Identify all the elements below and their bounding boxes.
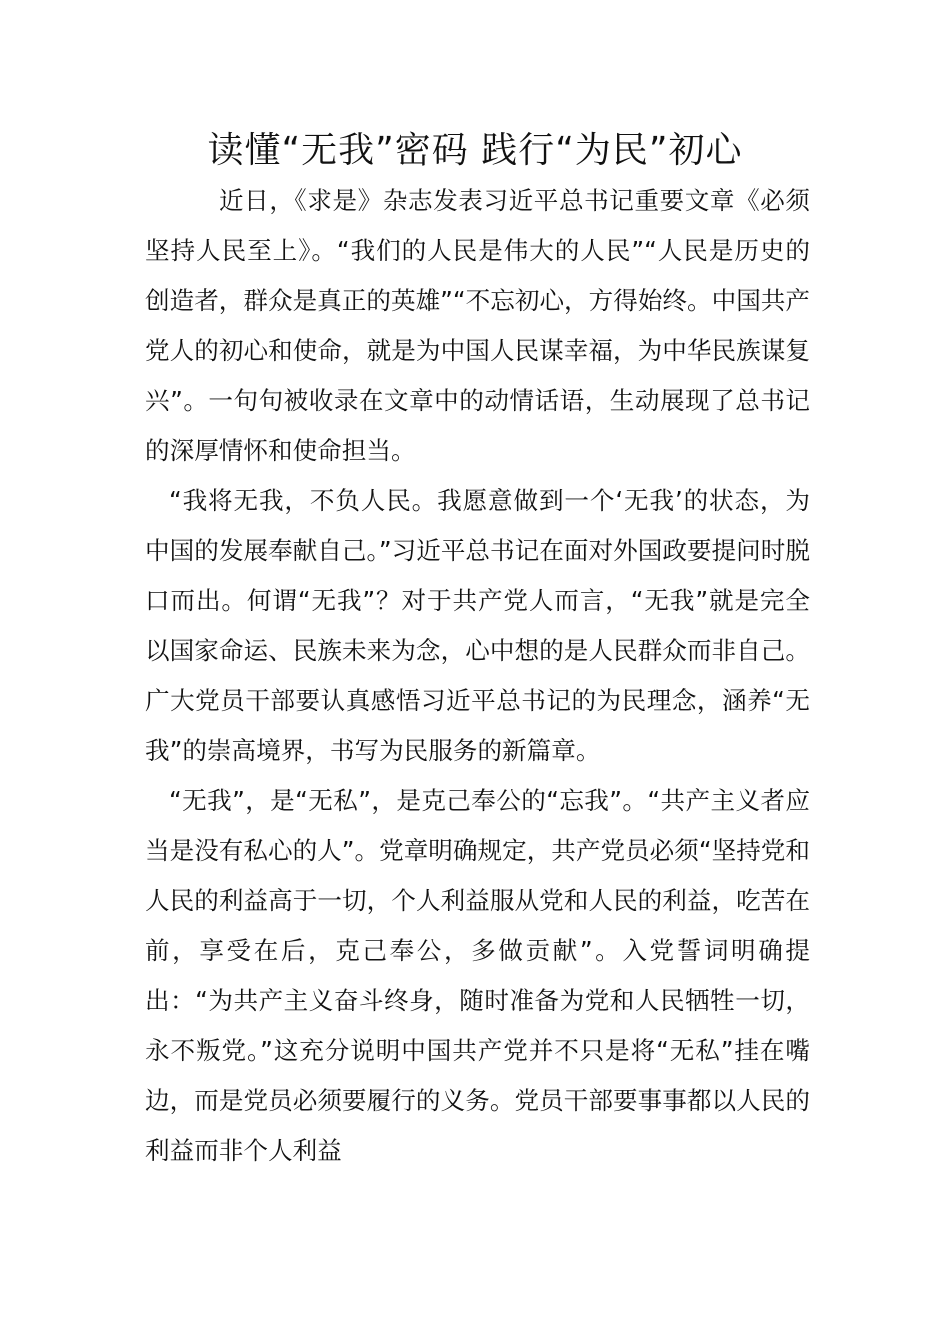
document-body bbox=[145, 176, 810, 1176]
paragraph-2: “我将无我，不负人民。我愿意做到一个‘无我’的状态，为中国的发展奉献自己。”习近平总书记在面对外国政要提问时脱口而出。何谓“无我”？对于共产党人而言，“无我”就是完全以国家命运、民族未来为念，心中想的是人民群众而非自己。广大党员干部要认真感悟习近平总书记的为民理念，涵养“无我”的崇高境界，书写为民服务的新篇章。 bbox=[145, 486, 810, 765]
paragraph-1: 近日，《求是》杂志发表习近平总书记重要文章《必须坚持人民至上》。“我们的人民是伟大的人民”“人民是历史的创造者，群众是真正的英雄”“不忘初心，方得始终。中国共产党人的初心和使命，就是为中国人民谋幸福，为中华民族谋复兴”。一句句被收录在文章中的动情话语，生动展现了总书记的深厚情怀和使命担当。 bbox=[145, 186, 810, 465]
document-title: 读懂“无我”密码 践行“为民”初心 bbox=[207, 130, 743, 171]
paragraph-3: “无我”，是“无私”，是克己奉公的“忘我”。“共产主义者应当是没有私心的人”。党章明确规定，共产党员必须“坚持党和人民的利益高于一切，个人利益服从党和人民的利益，吃苦在前，享受在后，克己奉公，多做贡献”。入党誓词明确提出：“为共产主义奋斗终身，随时准备为党和人民牺牲一切，永不叛党。”这充分说明中国共产党并不只是将“无私”挂在嘴边，而是党员必须要履行的义务。党员干部要事事都以人民的利益而非个人利益 bbox=[145, 786, 810, 1165]
